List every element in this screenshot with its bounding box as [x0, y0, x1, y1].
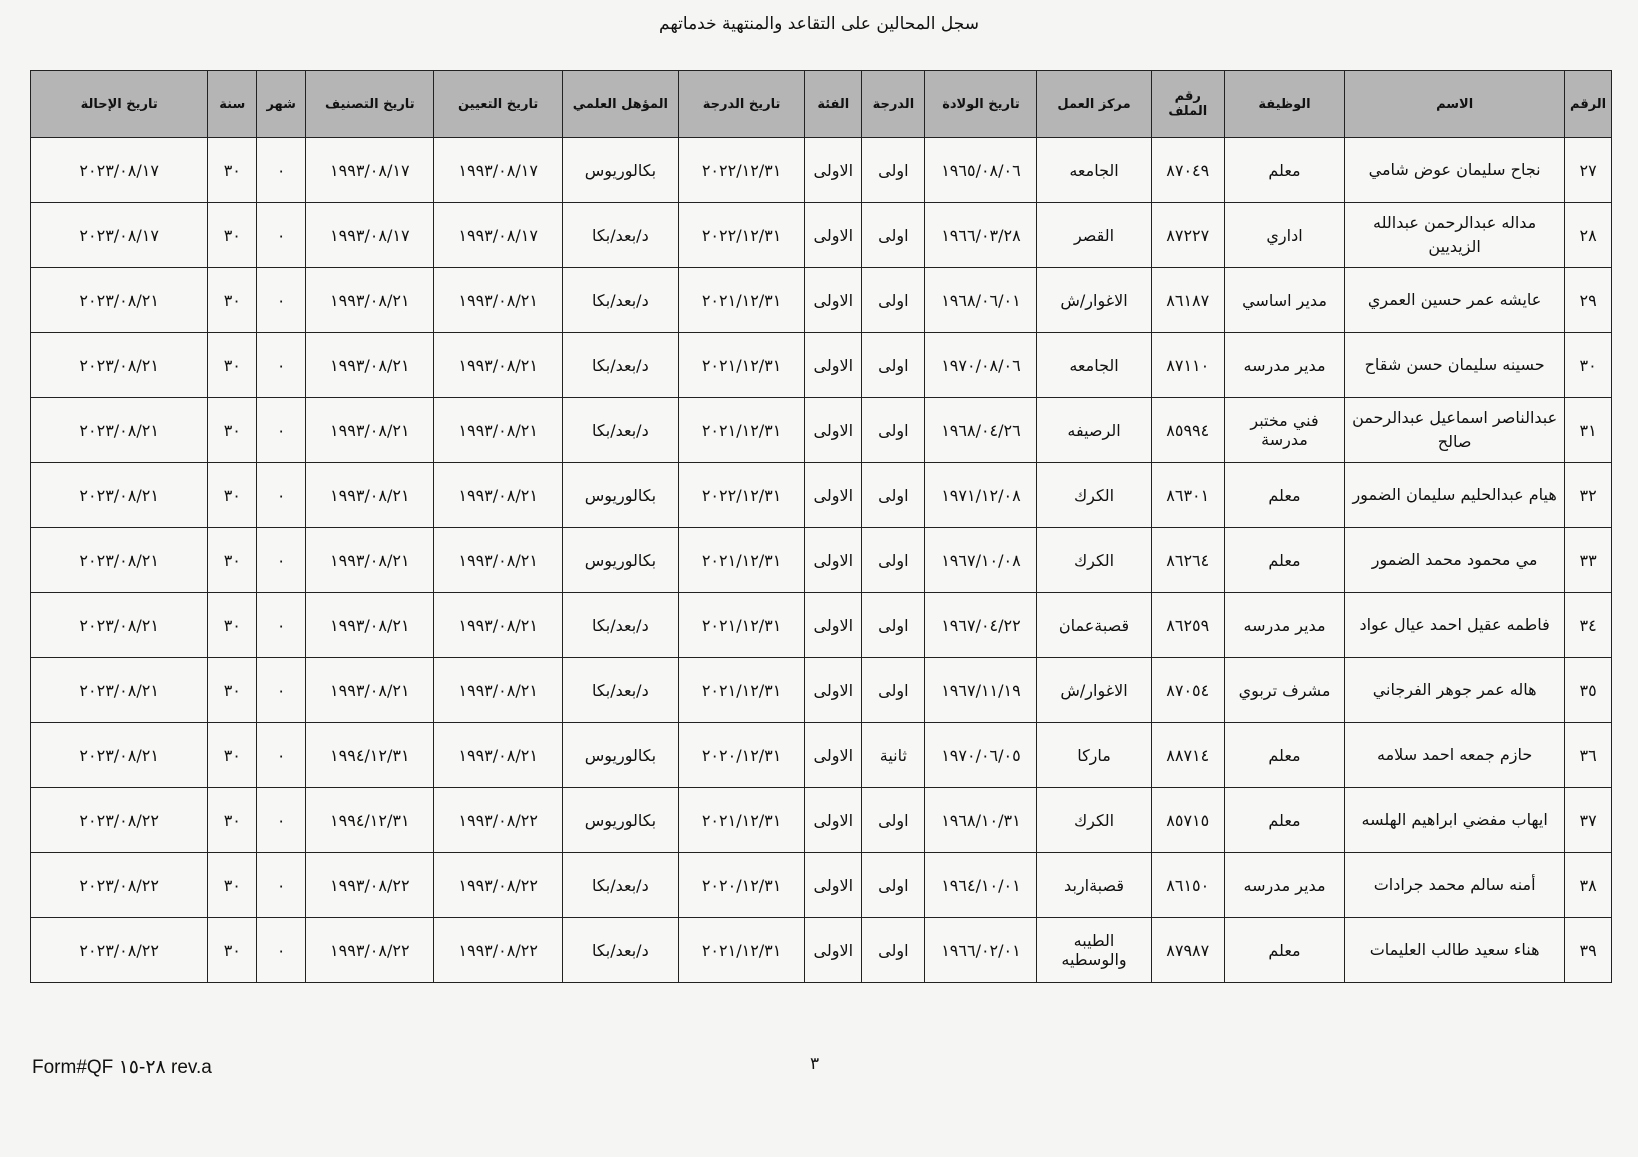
cell-job: مدير مدرسه: [1224, 853, 1344, 918]
header-degree-date: تاريخ الدرجة: [678, 71, 804, 138]
cell-refer: ٢٠٢٣/٠٨/٢٢: [31, 788, 208, 853]
cell-job: فني مختبر مدرسة: [1224, 398, 1344, 463]
cell-classify: ١٩٩٣/٠٨/٢١: [306, 528, 434, 593]
cell-year: ٣٠: [208, 658, 257, 723]
table-row: [31, 528, 1612, 593]
cell-qualification: د/بعد/بكا: [562, 203, 678, 268]
cell-qualification: د/بعد/بكا: [562, 918, 678, 983]
cell-appoint: ١٩٩٣/٠٨/٢٢: [434, 918, 562, 983]
cell-classify: ١٩٩٣/٠٨/١٧: [306, 138, 434, 203]
cell-degree-date: ٢٠٢١/١٢/٣١: [678, 918, 804, 983]
header-num: الرقم: [1565, 71, 1612, 138]
table-header-row: [31, 71, 1612, 138]
cell-birth: ١٩٦٧/٠٤/٢٢: [925, 593, 1037, 658]
cell-classify: ١٩٩٤/١٢/٣١: [306, 723, 434, 788]
header-classify: تاريخ التصنيف: [306, 71, 434, 138]
table-row: [31, 268, 1612, 333]
cell-qualification: بكالوريوس: [562, 788, 678, 853]
cell-refer: ٢٠٢٣/٠٨/٢١: [31, 398, 208, 463]
cell-file: ٨٧١١٠: [1151, 333, 1224, 398]
cell-num: ٣٠: [1565, 333, 1612, 398]
cell-degree: اولى: [862, 268, 925, 333]
cell-degree: اولى: [862, 333, 925, 398]
cell-category: الاولى: [805, 138, 862, 203]
header-appoint: تاريخ التعيين: [434, 71, 562, 138]
cell-category: الاولى: [805, 723, 862, 788]
header-file: رقم الملف: [1151, 71, 1224, 138]
cell-appoint: ١٩٩٣/٠٨/٢١: [434, 333, 562, 398]
cell-refer: ٢٠٢٣/٠٨/٢١: [31, 333, 208, 398]
cell-year: ٣٠: [208, 203, 257, 268]
cell-degree: اولى: [862, 593, 925, 658]
table-row: [31, 853, 1612, 918]
table-row: [31, 138, 1612, 203]
cell-qualification: د/بعد/بكا: [562, 398, 678, 463]
cell-center: قصبةاربد: [1037, 853, 1151, 918]
cell-degree-date: ٢٠٢٢/١٢/٣١: [678, 463, 804, 528]
cell-qualification: د/بعد/بكا: [562, 853, 678, 918]
cell-name: حسينه سليمان حسن شقاح: [1345, 333, 1565, 398]
cell-degree-date: ٢٠٢١/١٢/٣١: [678, 528, 804, 593]
cell-year: ٣٠: [208, 788, 257, 853]
cell-file: ٨٦١٨٧: [1151, 268, 1224, 333]
cell-qualification: بكالوريوس: [562, 138, 678, 203]
cell-center: قصبةعمان: [1037, 593, 1151, 658]
cell-file: ٨٨٧١٤: [1151, 723, 1224, 788]
header-qualification: المؤهل العلمي: [562, 71, 678, 138]
cell-num: ٣٨: [1565, 853, 1612, 918]
cell-degree: اولى: [862, 138, 925, 203]
table-body: [31, 138, 1612, 983]
header-year: سنة: [208, 71, 257, 138]
cell-birth: ١٩٦٦/٠٣/٢٨: [925, 203, 1037, 268]
cell-month: ٠: [257, 463, 306, 528]
cell-job: مدير مدرسه: [1224, 593, 1344, 658]
table-row: [31, 788, 1612, 853]
cell-center: الكرك: [1037, 463, 1151, 528]
page-number: ٣: [810, 1054, 820, 1074]
cell-degree-date: ٢٠٢١/١٢/٣١: [678, 788, 804, 853]
cell-num: ٣٧: [1565, 788, 1612, 853]
header-category: الفئة: [805, 71, 862, 138]
header-birth: تاريخ الولادة: [925, 71, 1037, 138]
cell-degree-date: ٢٠٢٠/١٢/٣١: [678, 723, 804, 788]
cell-degree-date: ٢٠٢٠/١٢/٣١: [678, 853, 804, 918]
header-degree: الدرجة: [862, 71, 925, 138]
cell-birth: ١٩٦٥/٠٨/٠٦: [925, 138, 1037, 203]
cell-num: ٢٨: [1565, 203, 1612, 268]
cell-appoint: ١٩٩٣/٠٨/١٧: [434, 138, 562, 203]
cell-birth: ١٩٦٨/١٠/٣١: [925, 788, 1037, 853]
cell-birth: ١٩٦٦/٠٢/٠١: [925, 918, 1037, 983]
cell-degree: اولى: [862, 853, 925, 918]
cell-birth: ١٩٦٤/١٠/٠١: [925, 853, 1037, 918]
cell-qualification: د/بعد/بكا: [562, 658, 678, 723]
cell-refer: ٢٠٢٣/٠٨/٢١: [31, 658, 208, 723]
header-month: شهر: [257, 71, 306, 138]
cell-name: هاله عمر جوهر الفرجاني: [1345, 658, 1565, 723]
cell-num: ٢٧: [1565, 138, 1612, 203]
cell-name: أمنه سالم محمد جرادات: [1345, 853, 1565, 918]
cell-month: ٠: [257, 788, 306, 853]
cell-qualification: بكالوريوس: [562, 463, 678, 528]
cell-center: ماركا: [1037, 723, 1151, 788]
cell-qualification: د/بعد/بكا: [562, 268, 678, 333]
table-row: [31, 203, 1612, 268]
cell-category: الاولى: [805, 528, 862, 593]
cell-num: ٢٩: [1565, 268, 1612, 333]
cell-year: ٣٠: [208, 528, 257, 593]
cell-job: مدير مدرسه: [1224, 333, 1344, 398]
cell-degree: اولى: [862, 463, 925, 528]
cell-file: ٨٦٢٥٩: [1151, 593, 1224, 658]
cell-appoint: ١٩٩٣/٠٨/٢٢: [434, 788, 562, 853]
cell-degree-date: ٢٠٢١/١٢/٣١: [678, 333, 804, 398]
cell-classify: ١٩٩٣/٠٨/١٧: [306, 203, 434, 268]
cell-classify: ١٩٩٣/٠٨/٢١: [306, 398, 434, 463]
cell-name: مداله عبدالرحمن عبدالله الزيديين: [1345, 203, 1565, 268]
table-row: [31, 398, 1612, 463]
cell-category: الاولى: [805, 658, 862, 723]
cell-year: ٣٠: [208, 398, 257, 463]
cell-category: الاولى: [805, 268, 862, 333]
cell-center: الاغوار/ش: [1037, 268, 1151, 333]
cell-name: عايشه عمر حسين العمري: [1345, 268, 1565, 333]
document-title: سجل المحالين على التقاعد والمنتهية خدماتهم: [659, 14, 979, 34]
cell-center: الطيبه والوسطيه: [1037, 918, 1151, 983]
cell-appoint: ١٩٩٣/٠٨/٢١: [434, 463, 562, 528]
cell-classify: ١٩٩٣/٠٨/٢١: [306, 593, 434, 658]
cell-refer: ٢٠٢٣/٠٨/١٧: [31, 138, 208, 203]
cell-appoint: ١٩٩٣/٠٨/٢١: [434, 398, 562, 463]
cell-job: مشرف تربوي: [1224, 658, 1344, 723]
cell-appoint: ١٩٩٣/٠٨/٢١: [434, 268, 562, 333]
header-job: الوظيفة: [1224, 71, 1344, 138]
cell-birth: ١٩٧١/١٢/٠٨: [925, 463, 1037, 528]
table-row: [31, 463, 1612, 528]
cell-year: ٣٠: [208, 723, 257, 788]
cell-center: الكرك: [1037, 528, 1151, 593]
cell-category: الاولى: [805, 333, 862, 398]
cell-degree: اولى: [862, 528, 925, 593]
cell-birth: ١٩٦٨/٠٤/٢٦: [925, 398, 1037, 463]
cell-classify: ١٩٩٣/٠٨/٢٢: [306, 918, 434, 983]
cell-month: ٠: [257, 398, 306, 463]
cell-month: ٠: [257, 138, 306, 203]
cell-degree: اولى: [862, 658, 925, 723]
cell-refer: ٢٠٢٣/٠٨/٢١: [31, 723, 208, 788]
cell-appoint: ١٩٩٣/٠٨/٢١: [434, 658, 562, 723]
cell-refer: ٢٠٢٣/٠٨/٢١: [31, 463, 208, 528]
cell-qualification: د/بعد/بكا: [562, 333, 678, 398]
cell-refer: ٢٠٢٣/٠٨/٢٢: [31, 853, 208, 918]
cell-file: ٨٧٠٥٤: [1151, 658, 1224, 723]
cell-month: ٠: [257, 333, 306, 398]
table-row: [31, 918, 1612, 983]
cell-birth: ١٩٦٧/١١/١٩: [925, 658, 1037, 723]
cell-degree-date: ٢٠٢٢/١٢/٣١: [678, 203, 804, 268]
cell-qualification: د/بعد/بكا: [562, 593, 678, 658]
cell-birth: ١٩٧٠/٠٦/٠٥: [925, 723, 1037, 788]
cell-qualification: بكالوريوس: [562, 723, 678, 788]
cell-classify: ١٩٩٣/٠٨/٢٢: [306, 853, 434, 918]
cell-file: ٨٥٩٩٤: [1151, 398, 1224, 463]
cell-name: نجاح سليمان عوض شامي: [1345, 138, 1565, 203]
cell-file: ٨٦٢٦٤: [1151, 528, 1224, 593]
cell-file: ٨٥٧١٥: [1151, 788, 1224, 853]
cell-job: معلم: [1224, 788, 1344, 853]
cell-refer: ٢٠٢٣/٠٨/٢١: [31, 268, 208, 333]
cell-classify: ١٩٩٣/٠٨/٢١: [306, 463, 434, 528]
cell-birth: ١٩٦٨/٠٦/٠١: [925, 268, 1037, 333]
cell-center: الجامعه: [1037, 333, 1151, 398]
cell-file: ٨٦١٥٠: [1151, 853, 1224, 918]
cell-name: ايهاب مفضي ابراهيم الهلسه: [1345, 788, 1565, 853]
cell-refer: ٢٠٢٣/٠٨/٢١: [31, 528, 208, 593]
cell-appoint: ١٩٩٣/٠٨/١٧: [434, 203, 562, 268]
cell-name: حازم جمعه احمد سلامه: [1345, 723, 1565, 788]
cell-month: ٠: [257, 528, 306, 593]
cell-file: ٨٧٠٤٩: [1151, 138, 1224, 203]
cell-category: الاولى: [805, 788, 862, 853]
cell-appoint: ١٩٩٣/٠٨/٢١: [434, 723, 562, 788]
cell-name: هناء سعيد طالب العليمات: [1345, 918, 1565, 983]
cell-category: الاولى: [805, 203, 862, 268]
cell-num: ٣٤: [1565, 593, 1612, 658]
cell-degree-date: ٢٠٢١/١٢/٣١: [678, 398, 804, 463]
cell-refer: ٢٠٢٣/٠٨/١٧: [31, 203, 208, 268]
table-row: [31, 333, 1612, 398]
cell-name: عبدالناصر اسماعيل عبدالرحمن صالح: [1345, 398, 1565, 463]
cell-year: ٣٠: [208, 593, 257, 658]
cell-job: معلم: [1224, 723, 1344, 788]
cell-file: ٨٦٣٠١: [1151, 463, 1224, 528]
cell-degree: اولى: [862, 398, 925, 463]
cell-job: معلم: [1224, 528, 1344, 593]
cell-year: ٣٠: [208, 333, 257, 398]
header-name: الاسم: [1345, 71, 1565, 138]
cell-appoint: ١٩٩٣/٠٨/٢١: [434, 528, 562, 593]
cell-center: الاغوار/ش: [1037, 658, 1151, 723]
table-row: [31, 723, 1612, 788]
cell-num: ٣١: [1565, 398, 1612, 463]
cell-month: ٠: [257, 658, 306, 723]
cell-center: الجامعه: [1037, 138, 1151, 203]
cell-name: فاطمه عقيل احمد عيال عواد: [1345, 593, 1565, 658]
cell-category: الاولى: [805, 853, 862, 918]
cell-month: ٠: [257, 723, 306, 788]
cell-birth: ١٩٦٧/١٠/٠٨: [925, 528, 1037, 593]
cell-name: هيام عبدالحليم سليمان الضمور: [1345, 463, 1565, 528]
cell-classify: ١٩٩٤/١٢/٣١: [306, 788, 434, 853]
cell-qualification: بكالوريوس: [562, 528, 678, 593]
header-center: مركز العمل: [1037, 71, 1151, 138]
cell-job: اداري: [1224, 203, 1344, 268]
cell-num: ٣٩: [1565, 918, 1612, 983]
cell-year: ٣٠: [208, 463, 257, 528]
retirees-table: [30, 70, 1612, 983]
form-code: Form#QF ٢٨-١٥ rev.a: [32, 1057, 212, 1078]
cell-category: الاولى: [805, 398, 862, 463]
cell-file: ٨٧٢٢٧: [1151, 203, 1224, 268]
cell-category: الاولى: [805, 463, 862, 528]
cell-appoint: ١٩٩٣/٠٨/٢١: [434, 593, 562, 658]
cell-month: ٠: [257, 593, 306, 658]
cell-classify: ١٩٩٣/٠٨/٢١: [306, 268, 434, 333]
cell-center: الكرك: [1037, 788, 1151, 853]
cell-name: مي محمود محمد الضمور: [1345, 528, 1565, 593]
cell-job: معلم: [1224, 463, 1344, 528]
cell-birth: ١٩٧٠/٠٨/٠٦: [925, 333, 1037, 398]
cell-degree-date: ٢٠٢١/١٢/٣١: [678, 268, 804, 333]
cell-num: ٣٥: [1565, 658, 1612, 723]
cell-degree: ثانية: [862, 723, 925, 788]
cell-num: ٣٣: [1565, 528, 1612, 593]
header-refer: تاريخ الإحالة: [31, 71, 208, 138]
cell-category: الاولى: [805, 593, 862, 658]
cell-num: ٣٦: [1565, 723, 1612, 788]
cell-degree: اولى: [862, 788, 925, 853]
cell-month: ٠: [257, 203, 306, 268]
cell-year: ٣٠: [208, 918, 257, 983]
cell-category: الاولى: [805, 918, 862, 983]
cell-degree: اولى: [862, 918, 925, 983]
cell-refer: ٢٠٢٣/٠٨/٢١: [31, 593, 208, 658]
cell-month: ٠: [257, 853, 306, 918]
cell-degree-date: ٢٠٢١/١٢/٣١: [678, 658, 804, 723]
cell-degree-date: ٢٠٢١/١٢/٣١: [678, 593, 804, 658]
table-row: [31, 658, 1612, 723]
cell-year: ٣٠: [208, 853, 257, 918]
cell-month: ٠: [257, 918, 306, 983]
cell-file: ٨٧٩٨٧: [1151, 918, 1224, 983]
table-row: [31, 593, 1612, 658]
cell-year: ٣٠: [208, 138, 257, 203]
cell-center: القصر: [1037, 203, 1151, 268]
cell-classify: ١٩٩٣/٠٨/٢١: [306, 658, 434, 723]
cell-degree: اولى: [862, 203, 925, 268]
cell-appoint: ١٩٩٣/٠٨/٢٢: [434, 853, 562, 918]
cell-degree-date: ٢٠٢٢/١٢/٣١: [678, 138, 804, 203]
cell-num: ٣٢: [1565, 463, 1612, 528]
cell-job: مدير اساسي: [1224, 268, 1344, 333]
cell-job: معلم: [1224, 138, 1344, 203]
cell-job: معلم: [1224, 918, 1344, 983]
cell-refer: ٢٠٢٣/٠٨/٢٢: [31, 918, 208, 983]
cell-center: الرصيفه: [1037, 398, 1151, 463]
cell-year: ٣٠: [208, 268, 257, 333]
cell-classify: ١٩٩٣/٠٨/٢١: [306, 333, 434, 398]
cell-month: ٠: [257, 268, 306, 333]
